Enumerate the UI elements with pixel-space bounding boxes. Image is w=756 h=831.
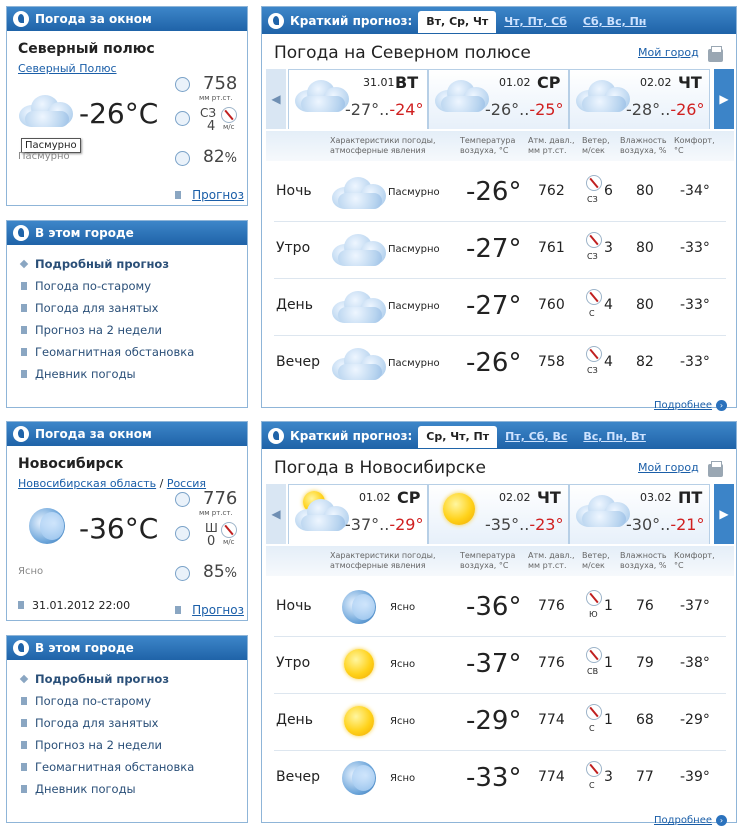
row-humidity: 68 [636, 712, 654, 728]
cloud-icon [332, 175, 386, 209]
humidity-icon [175, 566, 190, 581]
wind-direction: Ш [205, 521, 218, 535]
wind-direction-icon [586, 232, 602, 248]
col-header-wind: Ветер, м/сек [582, 136, 610, 155]
row-comfort: -37° [680, 598, 710, 614]
day-of-week: СР [397, 488, 421, 507]
doc-icon [21, 719, 27, 727]
current-weather-panel [6, 421, 248, 621]
row-temp: -33° [466, 763, 522, 793]
row-humidity: 79 [636, 655, 654, 671]
page-title: Погода в Новосибирске [274, 458, 486, 478]
day-temp-range: -37°..-29° [345, 515, 424, 534]
wind-direction-icon [586, 590, 602, 606]
row-wind: 1 [604, 598, 613, 614]
tab-days-3[interactable]: Сб, Вс, Пн [582, 15, 647, 28]
menu-item-diary[interactable]: Дневник погоды [21, 367, 136, 381]
page-title: Погода на Северном полюсе [274, 43, 531, 63]
row-pressure: 774 [538, 712, 565, 728]
day-card[interactable] [288, 69, 428, 129]
wind-direction-icon [586, 346, 602, 362]
col-header-temp: Температура воздуха, °С [460, 136, 516, 155]
panel-header: Краткий прогноз: Вт, Ср, Чт Чт, Пт, Сб Сб, Вс, Пн [262, 7, 736, 34]
day-temp-range: -26°..-25° [485, 100, 564, 119]
row-humidity: 76 [636, 598, 654, 614]
sun-icon [344, 649, 374, 679]
logo-icon [268, 13, 284, 29]
row-wind-dir: С [589, 781, 595, 790]
table-area [266, 131, 734, 411]
row-wind-dir: СЗ [587, 252, 598, 261]
col-header-hum: Влажность воздуха, % [620, 136, 667, 155]
doc-icon [21, 326, 27, 334]
day-date: 02.02 [499, 491, 531, 504]
row-pressure: 776 [538, 655, 565, 671]
row-period: Утро [276, 240, 311, 256]
row-comfort: -29° [680, 712, 710, 728]
row-temp: -26° [466, 177, 522, 207]
row-wind: 4 [604, 297, 613, 313]
cloud-snow-icon [576, 78, 630, 112]
row-comfort: -33° [680, 354, 710, 370]
menu-item-detailed[interactable]: Подробный прогноз [21, 672, 169, 686]
wind-icon [175, 526, 190, 541]
day-card[interactable] [428, 484, 569, 544]
forecast-link-wrap [175, 599, 244, 618]
col-header-comf: Комфорт, °С [674, 551, 715, 570]
row-desc: Ясно [390, 602, 416, 613]
city-menu-panel [6, 635, 248, 823]
day-of-week: ЧТ [537, 488, 561, 507]
col-header-temp: Температура воздуха, °С [460, 551, 516, 570]
doc-icon [175, 191, 181, 199]
forecast-link[interactable]: Прогноз [192, 603, 244, 617]
calendar-icon [18, 601, 24, 609]
row-wind-dir: С [589, 309, 595, 318]
condition-text: Пасмурно [18, 151, 70, 162]
pressure-unit: мм рт.ст. [199, 94, 233, 102]
menu-item-detailed[interactable]: Подробный прогноз [21, 257, 169, 271]
forecast-link[interactable]: Прогноз [192, 188, 244, 202]
table-area [266, 546, 734, 826]
prev-arrow-button[interactable] [266, 484, 286, 544]
col-header-hum: Влажность воздуха, % [620, 551, 667, 570]
row-humidity: 77 [636, 769, 654, 785]
chevron-left-icon: ◀ [271, 507, 281, 521]
table-row [266, 279, 734, 335]
condition-tooltip: Пасмурно [21, 138, 81, 153]
cloud-snow-icon [435, 78, 489, 112]
doc-icon [21, 763, 27, 771]
wind-icon [175, 111, 190, 126]
row-wind-dir: СВ [587, 667, 599, 676]
tab-days-3[interactable]: Вс, Пн, Вт [583, 430, 646, 443]
row-wind: 6 [604, 183, 613, 199]
row-period: День [276, 297, 313, 313]
row-comfort: -33° [680, 297, 710, 313]
menu-item-diary[interactable]: Дневник погоды [21, 782, 136, 796]
row-desc: Ясно [390, 659, 416, 670]
day-temp-range: -28°..-26° [626, 100, 705, 119]
more-link[interactable]: Подробнее [654, 400, 713, 411]
row-wind-dir: Ю [589, 610, 598, 619]
doc-icon [21, 348, 27, 356]
day-card[interactable] [569, 69, 710, 129]
col-header-wind: Ветер, м/сек [582, 551, 610, 570]
row-wind: 3 [604, 240, 613, 256]
row-temp: -37° [466, 649, 522, 679]
menu-item-geomagnetic[interactable]: Геомагнитная обстановка [21, 345, 194, 359]
more-link[interactable]: Подробнее [654, 815, 713, 826]
my-city-link[interactable]: Мой город [638, 461, 699, 474]
pressure-icon [175, 492, 190, 507]
day-of-week: СР [537, 73, 561, 92]
day-date: 02.02 [640, 76, 672, 89]
row-temp: -26° [466, 348, 522, 378]
logo-icon [13, 426, 29, 442]
panel-header: Погода за окном [7, 7, 247, 31]
row-comfort: -39° [680, 769, 710, 785]
row-wind: 4 [604, 354, 613, 370]
panel-header: В этом городе [7, 636, 247, 660]
row-desc: Пасмурно [388, 301, 440, 312]
bullet-icon [20, 260, 28, 268]
tab-days-2[interactable]: Пт, Сб, Вс [505, 430, 568, 443]
doc-icon [21, 785, 27, 793]
chevron-left-icon: ◀ [271, 92, 281, 106]
current-temp: -36°C [79, 512, 159, 545]
logo-icon [13, 225, 29, 241]
col-header-desc: Характеристики погоды, атмосферные явления [330, 551, 436, 570]
day-strip [266, 69, 734, 131]
row-period: Ночь [276, 598, 312, 614]
menu-item-busy[interactable]: Погода для занятых [21, 716, 158, 730]
doc-icon [21, 697, 27, 705]
row-wind-dir: С [589, 724, 595, 733]
col-header-desc: Характеристики погоды, атмосферные явления [330, 136, 436, 155]
row-wind: 3 [604, 769, 613, 785]
sun-icon [344, 706, 374, 736]
row-desc: Пасмурно [388, 244, 440, 255]
my-city-link[interactable]: Мой город [638, 46, 699, 59]
doc-icon [175, 606, 181, 614]
short-forecast-panel [261, 6, 737, 411]
wind-direction-icon [586, 761, 602, 777]
cloud-snow-icon [576, 493, 630, 527]
more-link-wrap [654, 393, 727, 412]
tab-days-2[interactable]: Чт, Пт, Сб [504, 15, 567, 28]
row-comfort: -34° [680, 183, 710, 199]
row-temp: -27° [466, 234, 522, 264]
wind-direction-icon [586, 175, 602, 191]
doc-icon [21, 304, 27, 312]
wind-direction-icon [221, 107, 237, 123]
prev-arrow-button[interactable] [266, 69, 286, 129]
arrow-right-icon[interactable]: › [716, 400, 727, 411]
logo-icon [13, 640, 29, 656]
col-header-press: Атм. давл., мм рт.ст. [528, 136, 575, 155]
day-strip [266, 484, 734, 546]
row-wind-dir: СЗ [587, 195, 598, 204]
print-icon[interactable] [708, 49, 723, 62]
row-wind: 1 [604, 655, 613, 671]
wind-unit: м/с [223, 123, 235, 131]
wind-direction: СЗ [200, 106, 217, 120]
panel-header: Краткий прогноз: Ср, Чт, Пт Пт, Сб, Вс Вс, Пн, Вт [262, 422, 736, 449]
row-pressure: 774 [538, 769, 565, 785]
next-arrow-button[interactable] [714, 484, 734, 544]
moon-icon [342, 761, 376, 795]
day-date: 01.02 [359, 491, 391, 504]
arrow-right-icon[interactable]: › [716, 815, 727, 826]
row-pressure: 776 [538, 598, 565, 614]
row-humidity: 80 [636, 297, 654, 313]
row-desc: Пасмурно [388, 358, 440, 369]
logo-icon [268, 428, 284, 444]
next-arrow-button[interactable] [714, 69, 734, 129]
pressure-value: 758 [203, 73, 238, 94]
day-of-week: ЧТ [678, 73, 702, 92]
day-card[interactable] [288, 484, 428, 544]
row-pressure: 758 [538, 354, 565, 370]
datetime-wrap [18, 599, 130, 612]
day-date: 03.02 [640, 491, 672, 504]
doc-icon [21, 370, 27, 378]
moon-icon [342, 590, 376, 624]
day-temp-range: -30°..-21° [626, 515, 705, 534]
humidity-value: 82% [203, 147, 237, 167]
day-card[interactable] [569, 484, 710, 544]
table-row [266, 637, 734, 693]
more-link-wrap [654, 808, 727, 827]
wind-speed: 4 [207, 119, 216, 134]
sun-icon [443, 493, 475, 525]
row-desc: Пасмурно [388, 187, 440, 198]
row-comfort: -38° [680, 655, 710, 671]
menu-item-busy[interactable]: Погода для занятых [21, 301, 158, 315]
panel-header: В этом городе [7, 221, 247, 245]
cloud-snow-icon [295, 78, 349, 112]
tab-days-1[interactable]: Ср, Чт, Пт [418, 426, 497, 448]
table-row [266, 580, 734, 636]
day-date: 31.01 [363, 76, 395, 89]
row-pressure: 760 [538, 297, 565, 313]
print-icon[interactable] [708, 464, 723, 477]
doc-icon [21, 282, 27, 290]
humidity-value: 85% [203, 562, 237, 582]
chevron-right-icon: ▶ [719, 92, 729, 106]
forecast-link-wrap [175, 184, 244, 203]
row-humidity: 82 [636, 354, 654, 370]
region-link[interactable]: Северный Полюс [18, 62, 117, 75]
menu-item-2weeks[interactable]: Прогноз на 2 недели [21, 738, 162, 752]
table-row [266, 165, 734, 221]
row-desc: Ясно [390, 716, 416, 727]
table-row [266, 694, 734, 750]
row-period: Утро [276, 655, 311, 671]
tab-days-1[interactable]: Вт, Ср, Чт [418, 11, 496, 33]
menu-item-old-style[interactable]: Погода по-старому [21, 279, 151, 293]
row-humidity: 80 [636, 183, 654, 199]
row-period: День [276, 712, 313, 728]
row-temp: -29° [466, 706, 522, 736]
day-card[interactable] [428, 69, 569, 129]
row-pressure: 762 [538, 183, 565, 199]
doc-icon [21, 741, 27, 749]
humidity-icon [175, 151, 190, 166]
row-temp: -36° [466, 592, 522, 622]
day-of-week: ВТ [395, 73, 419, 92]
menu-item-2weeks[interactable]: Прогноз на 2 недели [21, 323, 162, 337]
region-link[interactable]: Новосибирская область [18, 477, 157, 490]
menu-item-old-style[interactable]: Погода по-старому [21, 694, 151, 708]
logo-icon [13, 11, 29, 27]
moon-icon [29, 508, 65, 544]
row-period: Вечер [276, 769, 320, 785]
table-row [266, 336, 734, 392]
pressure-value: 776 [203, 488, 238, 509]
datetime: 31.01.2012 22:00 [32, 599, 131, 612]
cloud-icon [332, 232, 386, 266]
bullet-icon [20, 675, 28, 683]
current-temp: -26°C [79, 97, 159, 130]
col-header-press: Атм. давл., мм рт.ст. [528, 551, 575, 570]
table-row [266, 222, 734, 278]
col-header-comf: Комфорт, °С [674, 136, 715, 155]
wind-direction-icon [586, 289, 602, 305]
day-date: 01.02 [499, 76, 531, 89]
region-line: Новосибирская область / Россия [18, 477, 207, 490]
table-row [266, 751, 734, 807]
chevron-right-icon: ▶ [719, 507, 729, 521]
pressure-icon [175, 77, 190, 92]
row-period: Ночь [276, 183, 312, 199]
row-temp: -27° [466, 291, 522, 321]
panel-header: Погода за окном [7, 422, 247, 446]
condition-text: Ясно [18, 566, 44, 577]
menu-item-geomagnetic[interactable]: Геомагнитная обстановка [21, 760, 194, 774]
city-name: Северный полюс [18, 41, 155, 57]
current-weather-panel [6, 6, 248, 206]
cloud-icon [332, 346, 386, 380]
wind-direction-icon [586, 704, 602, 720]
cloud-icon [332, 289, 386, 323]
wind-unit: м/с [223, 538, 235, 546]
wind-speed: 0 [207, 534, 216, 549]
day-temp-range: -27°..-24° [345, 100, 424, 119]
day-of-week: ПТ [678, 488, 703, 507]
country-link[interactable]: Россия [166, 477, 207, 490]
cloud-icon [19, 93, 73, 127]
row-desc: Ясно [390, 773, 416, 784]
row-wind-dir: СЗ [587, 366, 598, 375]
day-temp-range: -35°..-23° [485, 515, 564, 534]
short-forecast-panel [261, 421, 737, 826]
row-period: Вечер [276, 354, 320, 370]
row-comfort: -33° [680, 240, 710, 256]
row-wind: 1 [604, 712, 613, 728]
row-humidity: 80 [636, 240, 654, 256]
city-name: Новосибирск [18, 456, 124, 472]
city-menu-panel [6, 220, 248, 408]
calm-wind-icon [221, 522, 237, 538]
cloud-icon [295, 497, 349, 531]
row-pressure: 761 [538, 240, 565, 256]
pressure-unit: мм рт.ст. [199, 509, 233, 517]
wind-direction-icon [586, 647, 602, 663]
